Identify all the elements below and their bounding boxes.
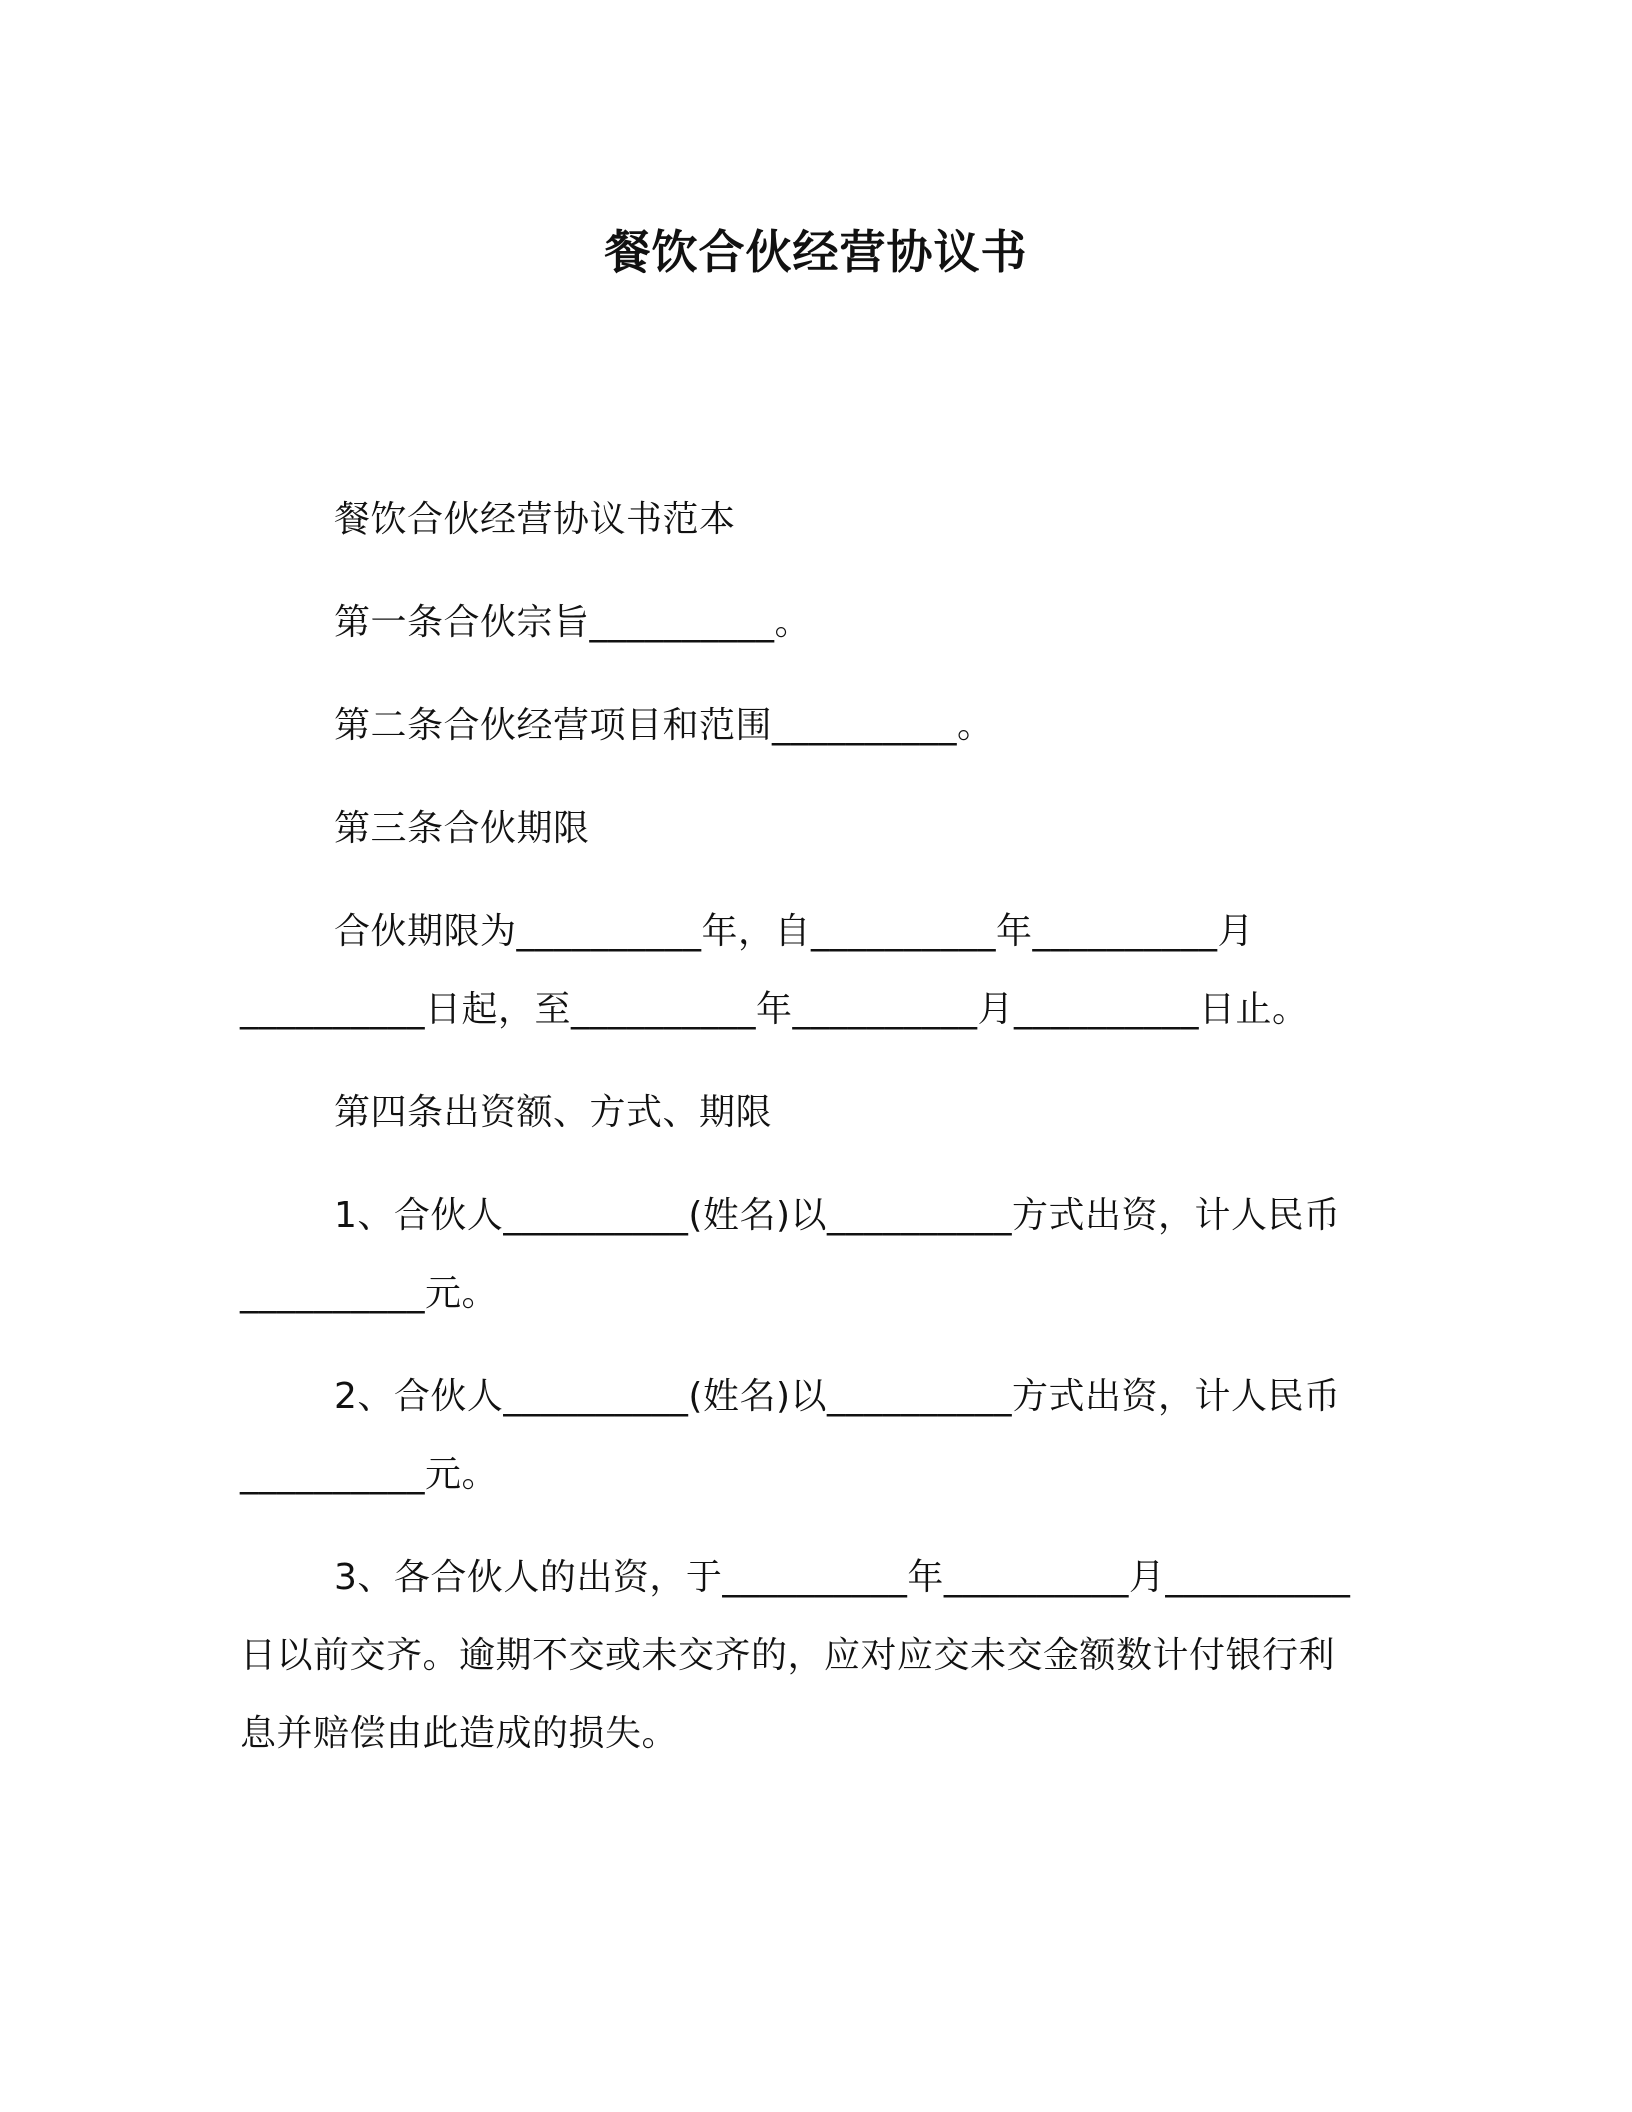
contribution-1-line-2: __________元。 — [240, 1273, 499, 1314]
article-4-heading: 第四条出资额、方式、期限 — [334, 1092, 773, 1133]
subtitle-line: 餐饮合伙经营协议书范本 — [334, 499, 736, 540]
term-line-2: __________日起，至__________年__________月__________日止。 — [240, 989, 1309, 1030]
article-2-line: 第二条合伙经营项目和范围__________。 — [334, 705, 994, 746]
article-3-heading: 第三条合伙期限 — [334, 808, 590, 849]
contribution-2-line-2: __________元。 — [240, 1454, 499, 1495]
contribution-2-line-1: 2、合伙人__________(姓名)以__________方式出资，计人民币 — [334, 1376, 1341, 1417]
contribution-3-line-3: 息并赔偿由此造成的损失。 — [240, 1713, 679, 1754]
term-line-1: 合伙期限为__________年，自__________年__________月 — [334, 911, 1255, 952]
contribution-3-line-2: 日以前交齐。逾期不交或未交齐的，应对应交未交金额数计付银行利 — [240, 1635, 1336, 1676]
document-title: 餐饮合伙经营协议书 — [604, 225, 1028, 279]
contribution-3-line-1: 3、各合伙人的出资，于__________年__________月__________ — [334, 1557, 1351, 1598]
contribution-1-line-1: 1、合伙人__________(姓名)以__________方式出资，计人民币 — [334, 1195, 1341, 1236]
article-1-line: 第一条合伙宗旨__________。 — [334, 602, 812, 643]
